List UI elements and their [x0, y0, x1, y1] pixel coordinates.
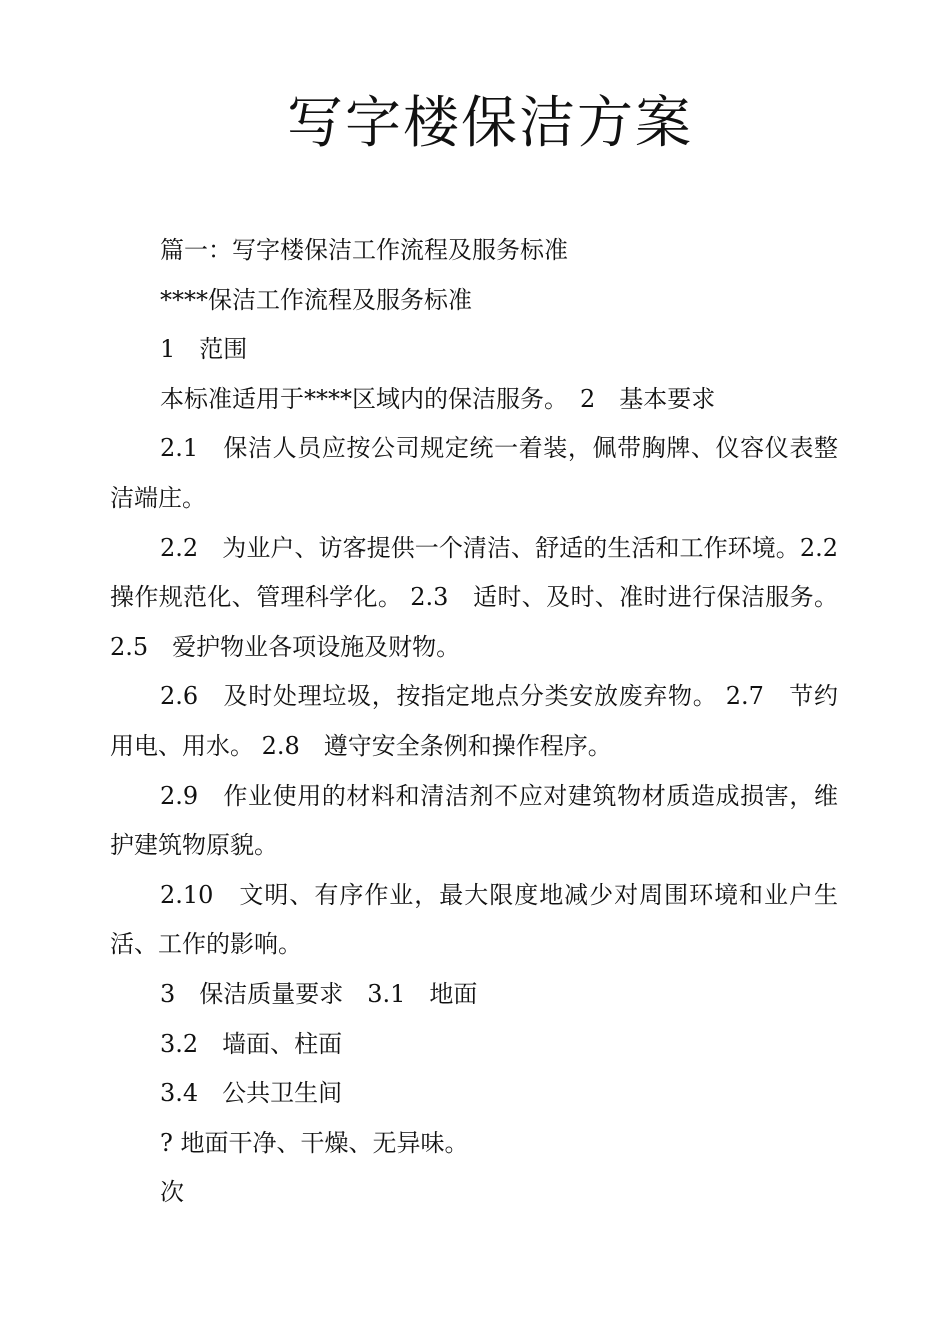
paragraph-standard-title: ****保洁工作流程及服务标准 [160, 285, 472, 314]
paragraph-3-2: 3.2 墙面、柱面 [160, 1029, 343, 1058]
paragraph-3-4: 3.4 公共卫生间 [160, 1079, 343, 1108]
paragraph-section-1-scope: 1 范围 [160, 335, 248, 364]
paragraph-ci: 次 [160, 1178, 184, 1207]
paragraph-2-6: 2.6 及时处理垃圾，按指定地点分类安放废弃物。 2.7 节约用电、用水。 2.8 遵守安全条例和操作程序。 [110, 682, 838, 760]
document-body [110, 226, 862, 1218]
paragraph-section-3: 3 保洁质量要求 3.1 地面 [160, 979, 478, 1008]
paragraph-part-one-heading: 篇一：写字楼保洁工作流程及服务标准 [160, 236, 568, 264]
paragraph-2-2: 2.2 为业户、访客提供一个清洁、舒适的生活和工作环境。2.2 操作规范化、管理科学化。 2.3 适时、及时、准时进行保洁服务。 2.5 爱护物业各项设施及财物。 [110, 533, 862, 661]
paragraph-scope-text: 本标准适用于****区域内的保洁服务。 2 基本要求 [160, 384, 716, 413]
paragraph-floor-clean: ? 地面干净、干燥、无异味。 [160, 1128, 469, 1157]
paragraph-2-10: 2.10 文明、有序作业，最大限度地减少对周围环境和业户生活、工作的影响。 [110, 880, 838, 959]
paragraph-2-9: 2.9 作业使用的材料和清洁剂不应对建筑物材质造成损害，维护建筑物原貌。 [110, 781, 838, 860]
document-title: 写字楼保洁方案 [287, 91, 693, 156]
paragraph-2-1: 2.1 保洁人员应按公司规定统一着装，佩带胸牌、仪容仪表整洁端庄。 [110, 434, 838, 512]
